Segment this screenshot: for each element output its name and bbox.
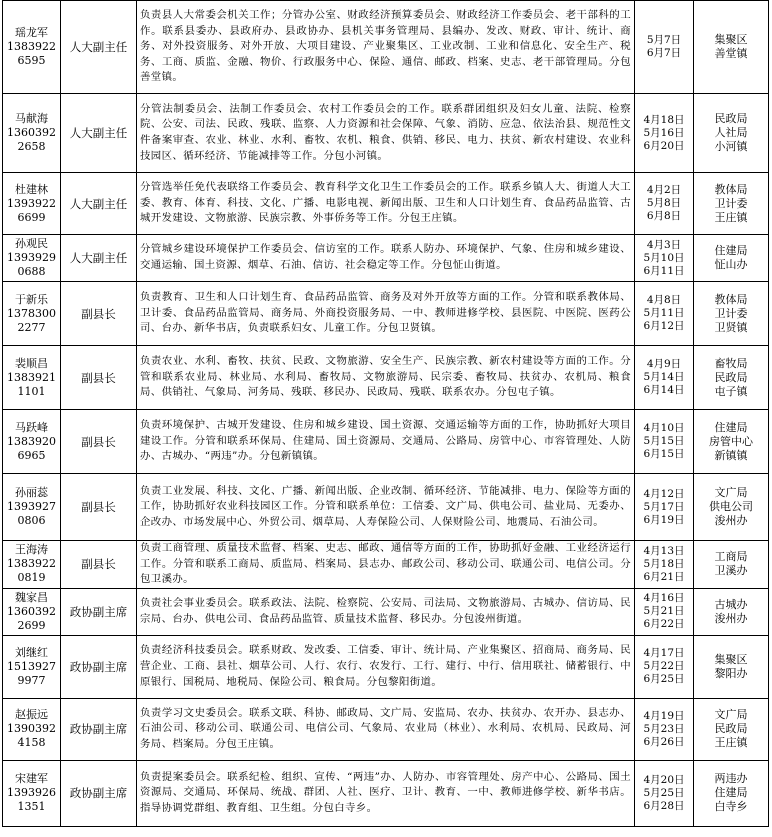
- contact-unit: 浚州办: [714, 514, 748, 527]
- schedule-date: 4月2日: [646, 184, 682, 196]
- person-cell: [3, 410, 61, 474]
- contact-unit: 卫计委: [714, 306, 748, 320]
- schedule-date: 4月10日: [643, 422, 685, 434]
- contact-units: [694, 541, 769, 589]
- person-phone: 1393927: [7, 500, 56, 513]
- schedule-date: 4月17日: [643, 647, 685, 660]
- duty-description: 负责经济科技委员会。联系财政、发改委、工信委、审计、统计局、产业集聚区、招商局、商务局、民营企业、工商、县社、烟草公司、人行、农行、农发行、工行、建行、中行、信用联社、储蓄银行、中原银行、国税局、地税局、保险公司、粮食局。分包黎阳街道。: [137, 635, 635, 698]
- person-cell: [3, 235, 61, 282]
- contact-unit: 教体局: [714, 292, 748, 306]
- contact-units: [694, 173, 769, 235]
- duty-description: 负责农业、水利、畜牧、扶贫、民政、文物旅游、安全生产、民族宗教、新农村建设等方面的工作。分管和联系农业局、林业局、水利局、畜牧局、文物旅游局、民宗委、畜牧局、扶贫办、农机局、粮食局、供销社、气象局、河务局、残联、移民办、民政局、残联、联系农办。分包屯子镇。: [137, 346, 635, 410]
- person-name: 赵振远: [15, 708, 48, 722]
- schedule-dates: [635, 94, 694, 173]
- person-phone: 1393926: [7, 786, 56, 800]
- duty-description: 负责县人大常委会机关工作；分管办公室、财政经济预算委员会、财政经济工作委员会、老干部科的工作。联系县委办、县政府办、县政协办、县机关事务管理局、县编办、发改、财政、审计、统计、商务、对外投资服务、对外开放、大项目建设、产业聚集区、工业改制、工业和信息化、安全生产、税务、工商、质监、金融、物价、行政服务中心、保险、通信、邮政、档案、史志、老干部管理局。分包善堂镇。: [137, 1, 635, 94]
- person-phone-tail: 4158: [17, 736, 46, 750]
- contact-unit: 王庄镇: [714, 210, 748, 224]
- person-phone-tail: 6595: [17, 54, 46, 67]
- person-cell: [3, 346, 61, 410]
- duty-description: 负责工业发展、科技、文化、广播、新闻出版、企业改制、循环经济、节能减排、电力、保险等方面的工作，协助抓好农业科技园区工作。分管和联系单位：工信委、文广局、供电公司、盐业局、无委办、企改办、市场发展中心、外贸公司、烟草局、人寿保险公司、人保财险公司、地震局、石油公司。: [137, 474, 635, 541]
- schedule-date: 5月7日: [646, 34, 682, 46]
- person-cell: [3, 635, 61, 698]
- schedule-dates: [635, 346, 694, 410]
- contact-unit: 两违办: [714, 772, 748, 786]
- person-name: 王海涛: [15, 543, 48, 557]
- contact-unit: 卫溪办: [714, 564, 748, 578]
- person-phone-tail: 6965: [17, 448, 46, 462]
- contact-unit: 卫贤镇: [714, 320, 748, 334]
- person-phone: 1393929: [7, 251, 56, 264]
- contact-unit: 浚州办: [714, 611, 748, 625]
- position-title: 政协副主席: [61, 698, 137, 760]
- schedule-date: 4月20日: [643, 773, 685, 786]
- schedule-date: 5月10日: [643, 251, 685, 264]
- contact-unit: 文广局: [714, 708, 748, 722]
- table-row: [3, 474, 769, 541]
- person-phone-tail: 2277: [17, 320, 46, 334]
- person-name: 裴顺昌: [15, 356, 48, 370]
- person-phone: 1383922: [7, 557, 56, 571]
- duty-description: 分管城乡建设环境保护工作委员会、信访室的工作。联系人防办、环境保护、气象、住房和城乡建设、交通运输、国土资源、烟草、石油、信访、社会稳定等工作。分包怔山街道。: [137, 235, 635, 282]
- contact-units: [694, 1, 769, 94]
- person-cell: [3, 1, 61, 94]
- contact-units: [694, 698, 769, 760]
- person-name: 马跃峰: [15, 420, 48, 434]
- person-phone-tail: 0688: [17, 265, 46, 278]
- person-cell: [3, 588, 61, 635]
- person-name: 瑶龙军: [15, 26, 48, 39]
- contact-unit: 房管中心: [709, 434, 753, 448]
- duty-description: 分管选举任免代表联络工作委员会、教育科学文化卫生工作委员会的工作。联系乡镇人大、街道人大工委、教育、体育、科技、文化、广播、电影电视、新闻出版、卫生和人口计划生育、食品药品监管、古城开发建设、文物旅游、民族宗教、外事侨务等工作。分包王庄镇。: [137, 173, 635, 235]
- table-row: [3, 235, 769, 282]
- contact-unit: 供电公司: [709, 500, 753, 513]
- position-title: 政协副主席: [61, 635, 137, 698]
- person-phone-tail: 2658: [17, 140, 46, 153]
- contact-units: [694, 474, 769, 541]
- table-row: [3, 94, 769, 173]
- schedule-date: 4月3日: [646, 238, 682, 251]
- contact-unit: 屯子镇: [714, 384, 748, 398]
- schedule-dates: [635, 1, 694, 94]
- contact-units: [694, 760, 769, 826]
- person-cell: [3, 541, 61, 589]
- person-name: 孙观民: [15, 237, 48, 250]
- schedule-date: 4月8日: [646, 294, 682, 306]
- duty-description: 负责工商管理、质量技术监督、档案、史志、邮政、通信等方面的工作，协助抓好金融、工业经济运行工作。分管和联系工商局、质监局、档案局、县志办、邮政公司、移动公司、联通公司、电信公司。分包卫溪办。: [137, 541, 635, 589]
- schedule-date: 6月21日: [643, 570, 685, 583]
- table-row: [3, 1, 769, 94]
- person-phone-tail: 9977: [17, 673, 46, 687]
- person-phone-tail: 0819: [17, 571, 46, 585]
- position-title: 政协副主席: [61, 588, 137, 635]
- contact-unit: 畜牧局: [714, 356, 748, 370]
- position-title: 人大副主任: [61, 94, 137, 173]
- schedule-date: 6月15日: [643, 448, 685, 460]
- person-cell: [3, 474, 61, 541]
- table-row: [3, 346, 769, 410]
- person-phone: 1390392: [7, 722, 56, 736]
- contact-unit: 白寺乡: [714, 800, 748, 814]
- schedule-dates: [635, 588, 694, 635]
- schedule-date: 6月8日: [646, 210, 682, 222]
- schedule-date: 5月15日: [643, 435, 685, 447]
- person-phone-tail: 1101: [17, 384, 46, 398]
- schedule-date: 5月17日: [643, 500, 685, 513]
- contact-units: [694, 94, 769, 173]
- schedule-date: 5月8日: [646, 197, 682, 209]
- schedule-date: 6月26日: [643, 735, 685, 748]
- contact-unit: 文广局: [714, 486, 748, 499]
- contact-unit: 王庄镇: [714, 736, 748, 750]
- person-cell: [3, 698, 61, 760]
- schedule-date: 5月14日: [643, 371, 685, 383]
- schedule-dates: [635, 282, 694, 346]
- contact-units: [694, 235, 769, 282]
- position-title: 副县长: [61, 474, 137, 541]
- person-cell: [3, 173, 61, 235]
- schedule-date: 6月11日: [643, 264, 685, 277]
- table-row: [3, 635, 769, 698]
- person-phone: 1393922: [7, 196, 56, 210]
- schedule-date: 5月18日: [643, 557, 685, 570]
- contact-unit: 卫计委: [714, 196, 748, 210]
- person-phone: 1378300: [7, 306, 56, 320]
- duty-description: 负责环境保护、古城开发建设、住房和城乡建设、国土资源、交通运输等方面的工作，协助抓好大项目建设工作。分管和联系环保局、住建局、国土资源局、交通局、公路局、房管中心、市容管理处、人防办、古城办、“两违”办。分包新镇镇。: [137, 410, 635, 474]
- person-name: 魏家昌: [15, 590, 48, 604]
- person-phone: 1383921: [7, 370, 56, 384]
- contact-units: [694, 410, 769, 474]
- person-phone: 1383920: [7, 434, 56, 448]
- schedule-date: 6月25日: [643, 673, 685, 686]
- schedule-date: 4月16日: [643, 592, 685, 605]
- schedule-date: 4月9日: [646, 358, 682, 370]
- table-row: [3, 588, 769, 635]
- person-cell: [3, 760, 61, 826]
- schedule-date: 6月14日: [643, 384, 685, 396]
- table-row: [3, 410, 769, 474]
- schedule-date: 5月11日: [643, 307, 685, 319]
- person-name: 宋建军: [15, 772, 48, 786]
- schedule-date: 6月19日: [643, 513, 685, 526]
- contact-units: [694, 588, 769, 635]
- contact-unit: 人社局: [714, 126, 748, 139]
- person-phone: 1360392: [7, 126, 56, 139]
- leader-duty-table: [2, 0, 769, 827]
- schedule-date: 6月12日: [643, 320, 685, 332]
- duty-description: 负责教育、卫生和人口计划生育、食品药品监管、商务及对外开放等方面的工作。分管和联系教体局、卫计委、食品药品监管局、商务局、外商投资服务局、一中、教师进修学校、县医院、中医院、医药公司、台办、新华书店，负责联系妇女、儿童工作。分包卫贤镇。: [137, 282, 635, 346]
- schedule-dates: [635, 698, 694, 760]
- table-row: [3, 541, 769, 589]
- schedule-date: 6月7日: [646, 47, 682, 59]
- person-phone-tail: 6699: [17, 210, 46, 224]
- contact-unit: 工商局: [714, 550, 748, 564]
- person-phone-tail: 2699: [17, 618, 46, 632]
- schedule-date: 4月19日: [643, 709, 685, 722]
- position-title: 副县长: [61, 410, 137, 474]
- position-title: 人大副主任: [61, 173, 137, 235]
- contact-unit: 民政局: [714, 370, 748, 384]
- schedule-dates: [635, 541, 694, 589]
- duty-description: 负责社会事业委员会。联系政法、法院、检察院、公安局、司法局、文物旅游局、古城办、信访局、民宗局、台办、供电公司、食品药品监管、质量技术监督、移民办。分包浚州街道。: [137, 588, 635, 635]
- table-row: [3, 173, 769, 235]
- schedule-date: 5月23日: [643, 722, 685, 735]
- person-phone: 1513927: [7, 659, 56, 673]
- table-body: [3, 1, 769, 827]
- contact-unit: 新镇镇: [714, 448, 748, 462]
- schedule-date: 5月25日: [643, 786, 685, 799]
- contact-unit: 怔山办: [714, 258, 748, 271]
- schedule-date: 6月28日: [643, 799, 685, 812]
- person-phone: 1383922: [7, 40, 56, 53]
- position-title: 副县长: [61, 282, 137, 346]
- person-phone-tail: 1351: [17, 800, 46, 814]
- person-phone-tail: 0806: [17, 514, 46, 527]
- person-cell: [3, 282, 61, 346]
- position-title: 政协副主席: [61, 760, 137, 826]
- person-name: 刘继红: [15, 645, 48, 659]
- person-phone: 1360392: [7, 604, 56, 618]
- position-title: 副县长: [61, 346, 137, 410]
- schedule-date: 6月20日: [643, 139, 685, 152]
- contact-unit: 住建局: [714, 786, 748, 800]
- schedule-date: 5月16日: [643, 126, 685, 139]
- table-row: [3, 698, 769, 760]
- contact-unit: 民政局: [714, 722, 748, 736]
- contact-unit: 善堂镇: [714, 47, 748, 60]
- contact-unit: 住建局: [714, 244, 748, 257]
- table-row: [3, 760, 769, 826]
- schedule-dates: [635, 410, 694, 474]
- contact-unit: 黎阳办: [714, 666, 748, 680]
- schedule-dates: [635, 474, 694, 541]
- table-row: [3, 282, 769, 346]
- contact-unit: 集聚区: [714, 652, 748, 666]
- schedule-dates: [635, 235, 694, 282]
- contact-unit: 集聚区: [714, 33, 748, 46]
- position-title: 副县长: [61, 541, 137, 589]
- position-title: 人大副主任: [61, 1, 137, 94]
- person-name: 于新乐: [15, 292, 48, 306]
- schedule-date: 5月21日: [643, 605, 685, 618]
- schedule-date: 4月18日: [643, 113, 685, 126]
- duty-description: 负责学习文史委员会。联系文联、科协、邮政局、文广局、安监局、农办、扶贫办、农开办、县志办、石油公司、移动公司、联通公司、电信公司、气象局、农业局（林业）、水利局、农机局、民政局、河务局、档案局。分包王庄镇。: [137, 698, 635, 760]
- schedule-dates: [635, 173, 694, 235]
- schedule-date: 5月22日: [643, 660, 685, 673]
- schedule-dates: [635, 635, 694, 698]
- duty-description: 分管法制委员会、法制工作委员会、农村工作委员会的工作。联系群团组织及妇女儿童、法院、检察院、公安、司法、民政、残联、监察、人力资源和社会保障、气象、消防、应急、依法治县、规范性文件备案审查、农业、林业、水利、畜牧、农机、粮食、供销、移民、电力、扶贫、新农村建设、农业科技园区、循环经济、节能减排等工作。分包小河镇。: [137, 94, 635, 173]
- person-name: 杜建林: [15, 182, 48, 196]
- contact-unit: 教体局: [714, 182, 748, 196]
- position-title: 人大副主任: [61, 235, 137, 282]
- contact-units: [694, 635, 769, 698]
- contact-units: [694, 346, 769, 410]
- schedule-date: 6月22日: [643, 618, 685, 631]
- contact-unit: 住建局: [714, 420, 748, 434]
- person-name: 马献海: [15, 112, 48, 125]
- schedule-dates: [635, 760, 694, 826]
- schedule-date: 4月13日: [643, 544, 685, 557]
- contact-units: [694, 282, 769, 346]
- contact-unit: 古城办: [714, 597, 748, 611]
- duty-description: 负责提案委员会。联系纪检、组织、宣传、“两违”办、人防办、市容管理处、房产中心、公路局、国土资源局、交通局、环保局、统战、群团、人社、医疗、卫计、教育、一中、教师进修学校、新华书店。指导协调党群组、教育组、卫生组。分包白寺乡。: [137, 760, 635, 826]
- contact-unit: 小河镇: [714, 140, 748, 153]
- person-cell: [3, 94, 61, 173]
- schedule-date: 4月12日: [643, 487, 685, 500]
- contact-unit: 民政局: [714, 112, 748, 125]
- person-name: 孙丽蕊: [15, 486, 48, 499]
